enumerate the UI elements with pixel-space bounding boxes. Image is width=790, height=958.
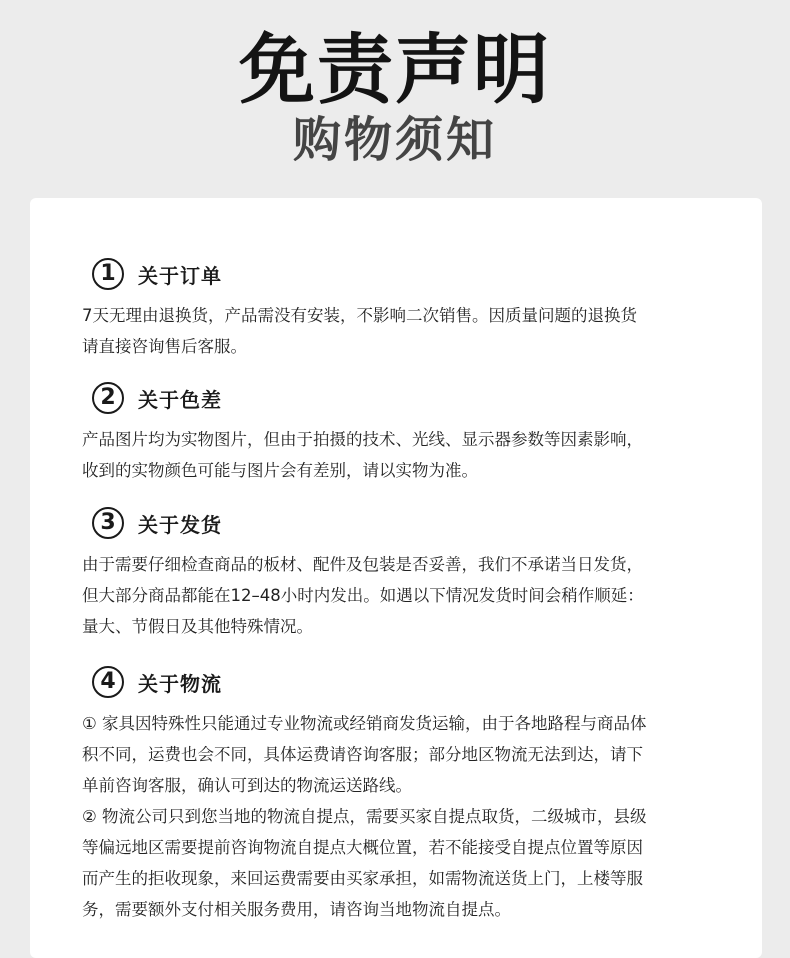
body-line: 收到的实物颜色可能与图片会有差别，请以实物为准。 [82,461,478,480]
page-title: 免责声明 [239,25,551,114]
section-title: 关于色差 [138,387,222,412]
body-line: 但大部分商品都能在12–48小时内发出。如遇以下情况发货时间会稍作顺延： [82,586,644,605]
section-heading [92,252,222,296]
section-body [82,549,722,642]
circled-number-two-icon: 2 [92,382,124,414]
body-line: 积不同，运费也会不同，具体运费请咨询客服；部分地区物流无法到达，请下 [82,745,643,764]
circled-number-three-icon: 3 [92,507,124,539]
body-line: 单前咨询客服，确认可到达的物流运送路线。 [82,776,412,795]
section-heading [92,660,222,704]
body-line: ② 物流公司只到您当地的物流自提点，需要买家自提点取货，二级城市，县级 [82,807,647,826]
section-body [82,300,722,362]
body-line: 7天无理由退换货，产品需没有安装，不影响二次销售。因质量问题的退换货 [82,306,637,325]
notice-card [30,198,762,958]
page-subtitle: 购物须知 [292,112,497,168]
body-line: 等偏远地区需要提前咨询物流自提点大概位置，若不能接受自提点位置等原因 [82,838,643,857]
body-line: 而产生的拒收现象，来回运费需要由买家承担，如需物流送货上门，上楼等服 [82,869,643,888]
section-title: 关于订单 [138,263,222,288]
body-line: 务，需要额外支付相关服务费用，请咨询当地物流自提点。 [82,900,511,919]
body-line: 量大、节假日及其他特殊情况。 [82,617,313,636]
section-heading [92,376,222,420]
body-line: 请直接咨询售后客服。 [82,337,247,356]
section-title: 关于物流 [138,671,222,696]
section-title: 关于发货 [138,512,222,537]
body-line: ① 家具因特殊性只能通过专业物流或经销商发货运输，由于各地路程与商品体 [82,714,647,733]
body-line: 产品图片均为实物图片，但由于拍摄的技术、光线、显示器参数等因素影响， [82,430,643,449]
circled-number-four-icon: 4 [92,666,124,698]
circled-number-one-icon: 1 [92,258,124,290]
section-body [82,708,722,925]
body-line: 由于需要仔细检查商品的板材、配件及包装是否妥善，我们不承诺当日发货， [82,555,643,574]
section-body [82,424,722,486]
section-heading [92,501,222,545]
